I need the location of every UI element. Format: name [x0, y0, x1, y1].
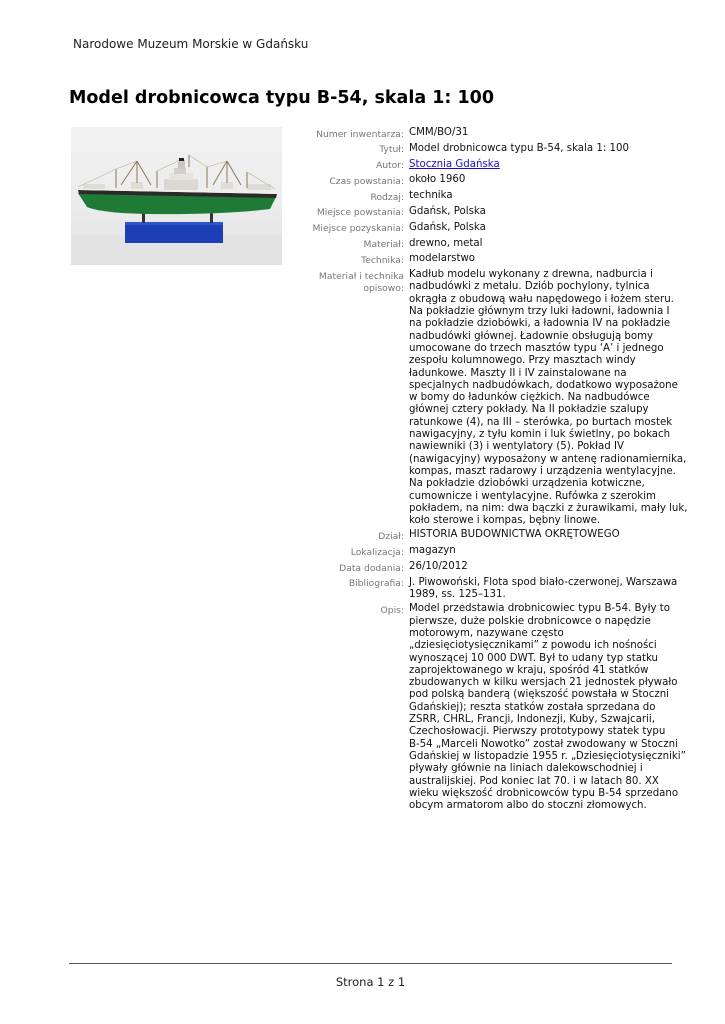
text-line: cumownicze i wentylacyjne. Rufówka z szerokim [409, 490, 656, 502]
field-value-lines [409, 269, 688, 527]
ship-superstructure [83, 158, 271, 190]
field-place-of-acquisition [300, 222, 680, 236]
field-value: CMM/BO/31 [409, 127, 469, 138]
object-photo [71, 127, 282, 265]
field-label: Miejsce powstania: [316, 207, 404, 219]
field-value: HISTORIA BUDOWNICTWA OKRĘTOWEGO [409, 529, 620, 541]
text-line: (nawigacyjny) wyposażony w antenę radionamiernika, [409, 453, 687, 465]
field-location [300, 545, 680, 559]
field-value: 26/10/2012 [409, 561, 468, 572]
field-label: Data dodania: [339, 562, 404, 574]
text-line: ZSRR, CHRL, Francji, Indonezji, Kuby, Szwajcarii, [409, 714, 655, 726]
text-line: Model przedstawia drobnicowiec typu B-54. Były to [409, 603, 670, 615]
text-line: zbudowanych w kilku wersjach 21 jednostek pływało [409, 677, 678, 689]
field-description [300, 603, 686, 812]
text-line: specjalnych nadbudówkach, dodatkowo wyposażone [409, 379, 678, 391]
field-technique [300, 253, 680, 267]
display-base [125, 222, 223, 243]
field-type [300, 190, 680, 204]
text-line: Na pokładzie dziobówki urządzenia kotwiczne, [409, 478, 645, 490]
field-value: magazyn [409, 545, 456, 557]
field-label: Materiał i technika opisowo: [318, 270, 404, 294]
field-value [409, 159, 673, 173]
field-value-lines [409, 603, 686, 812]
text-line: ładunkowe. Maszty II i IV zainstalowane na [409, 367, 627, 379]
footer-divider [69, 963, 672, 964]
text-line: wynoszącej 10 000 DWT. Był to udany typ statku [409, 652, 658, 664]
text-line: kompas, maszt radarowy i urządzenia wentylacyjne. [409, 465, 676, 477]
text-line: J. Piwowoński, Flota spod biało-czerwonej, Warszawa [409, 576, 678, 588]
text-line: na pokładzie dziobówki, a ładownia IV na pokładzie [409, 318, 671, 330]
field-value: Gdańsk, Polska [409, 221, 486, 233]
field-label: Materiał: [363, 239, 404, 251]
text-line: obcym armatorom albo do stoczni złomowych. [409, 800, 647, 812]
field-inventory-number [300, 127, 680, 141]
text-line: „dziesięciotysięcznikami” z powodu ich nośności [409, 640, 657, 652]
text-line: Gdańskiej w listopadzie 1955 r. „Dziesięciotysięczniki” [409, 750, 686, 762]
field-label: Rodzaj: [370, 191, 404, 203]
field-date-added [300, 561, 680, 575]
text-line: Gdańskiej); reszta statków została sprzedana do [409, 701, 656, 713]
page-title: Model drobnicowca typu B-54, skala 1: 100 [69, 88, 495, 108]
text-line: umocowane do trzech masztów typu ‘A’ i jednego [409, 342, 664, 354]
field-value: około 1960 [409, 174, 466, 186]
text-line: motorowym, nazywane często [409, 627, 564, 639]
field-label: Czas powstania: [329, 175, 404, 187]
field-author [300, 159, 680, 173]
author-link[interactable]: Stocznia Gdańska [409, 158, 500, 170]
institution-name: Narodowe Muzeum Morskie w Gdańsku [73, 37, 309, 51]
text-line: nadbudówki głównej. Ładownie obsługują bomy [409, 330, 654, 342]
text-line: w bomy do ładunków ciężkich. Na nadbudówce [409, 392, 650, 404]
field-label: Tytuł: [379, 144, 404, 156]
text-line: zaprojektowanego w kraju, spośród 41 statków [409, 664, 649, 676]
text-line: ratunkowe (4), na III – sterówka, po burtach mostek [409, 416, 673, 428]
ship-hull [78, 188, 277, 214]
field-value: drewno, metal [409, 237, 483, 249]
field-label: Autor: [375, 160, 404, 172]
field-value: Gdańsk, Polska [409, 205, 486, 217]
text-line: okrągła z obudową wału napędowego i łożem steru. [409, 293, 674, 305]
field-label: Numer inwentarza: [316, 128, 404, 140]
field-label: Lokalizacja: [350, 546, 404, 558]
text-line: nawigacyjny, z tyłu komin i luk świetlny, po bokach [409, 429, 671, 441]
text-line: pierwsze, duże polskie drobnicowce o napędzie [409, 615, 651, 627]
field-title [300, 143, 680, 157]
field-label: Bibliografia: [348, 578, 404, 590]
field-value: technika [409, 190, 453, 202]
field-material-technique-description [300, 269, 688, 527]
field-label: Miejsce pozyskania: [312, 223, 404, 235]
text-line: Na pokładzie głównym trzy luki ładowni, ładownia I [409, 306, 670, 318]
text-line: nadbudówki z metalu. Dziób pochylony, tylnica [409, 281, 650, 293]
text-line: Kadłub modelu wykonany z drewna, nadburcia i [409, 269, 653, 281]
field-value-lines [409, 576, 678, 602]
text-line: wieku większość drobnicowców typu B-54 sprzedano [409, 787, 679, 799]
field-label: Technika: [361, 254, 404, 266]
text-line: głównej cztery pokłady. Na II pokładzie szalupy [409, 404, 649, 416]
ship-model-image [71, 127, 282, 265]
text-line: pływały głównie na liniach dalekowschodniej i [409, 763, 643, 775]
text-line: nawiewniki (3) i wentylatory (5). Pokład IV [409, 441, 624, 453]
field-bibliography [300, 577, 680, 602]
text-line: Czechosłowacji. Pierwszy prototypowy statek typu [409, 726, 666, 738]
text-line: pod polską banderą (większość powstała w Stoczni [409, 689, 669, 701]
field-value: modelarstwo [409, 253, 476, 265]
field-material [300, 238, 680, 252]
field-value: Model drobnicowca typu B-54, skala 1: 100 [409, 142, 629, 154]
text-line: B-54 „Marceli Nowotko” został zwodowany w Stoczni [409, 738, 678, 750]
text-line: koło sterowe i kompas, bębny linowe. [409, 515, 601, 527]
text-line: australijskiej. Pod koniec lat 70. i w latach 80. XX [409, 775, 659, 787]
text-line: 1989, ss. 125–131. [409, 589, 506, 601]
field-place-of-creation [300, 206, 680, 220]
field-label: Dział: [378, 530, 404, 542]
text-line: pokładem, na nim: dwa bączki z żurawikami, mały luk, [409, 502, 688, 514]
page-number: Strona 1 z 1 [335, 975, 406, 989]
field-label: Opis: [380, 604, 404, 616]
metadata-list [300, 127, 688, 814]
field-creation-date [300, 174, 680, 188]
field-department [300, 529, 680, 543]
text-line: zespołu kolumnowego. Przy masztach windy [409, 355, 636, 367]
